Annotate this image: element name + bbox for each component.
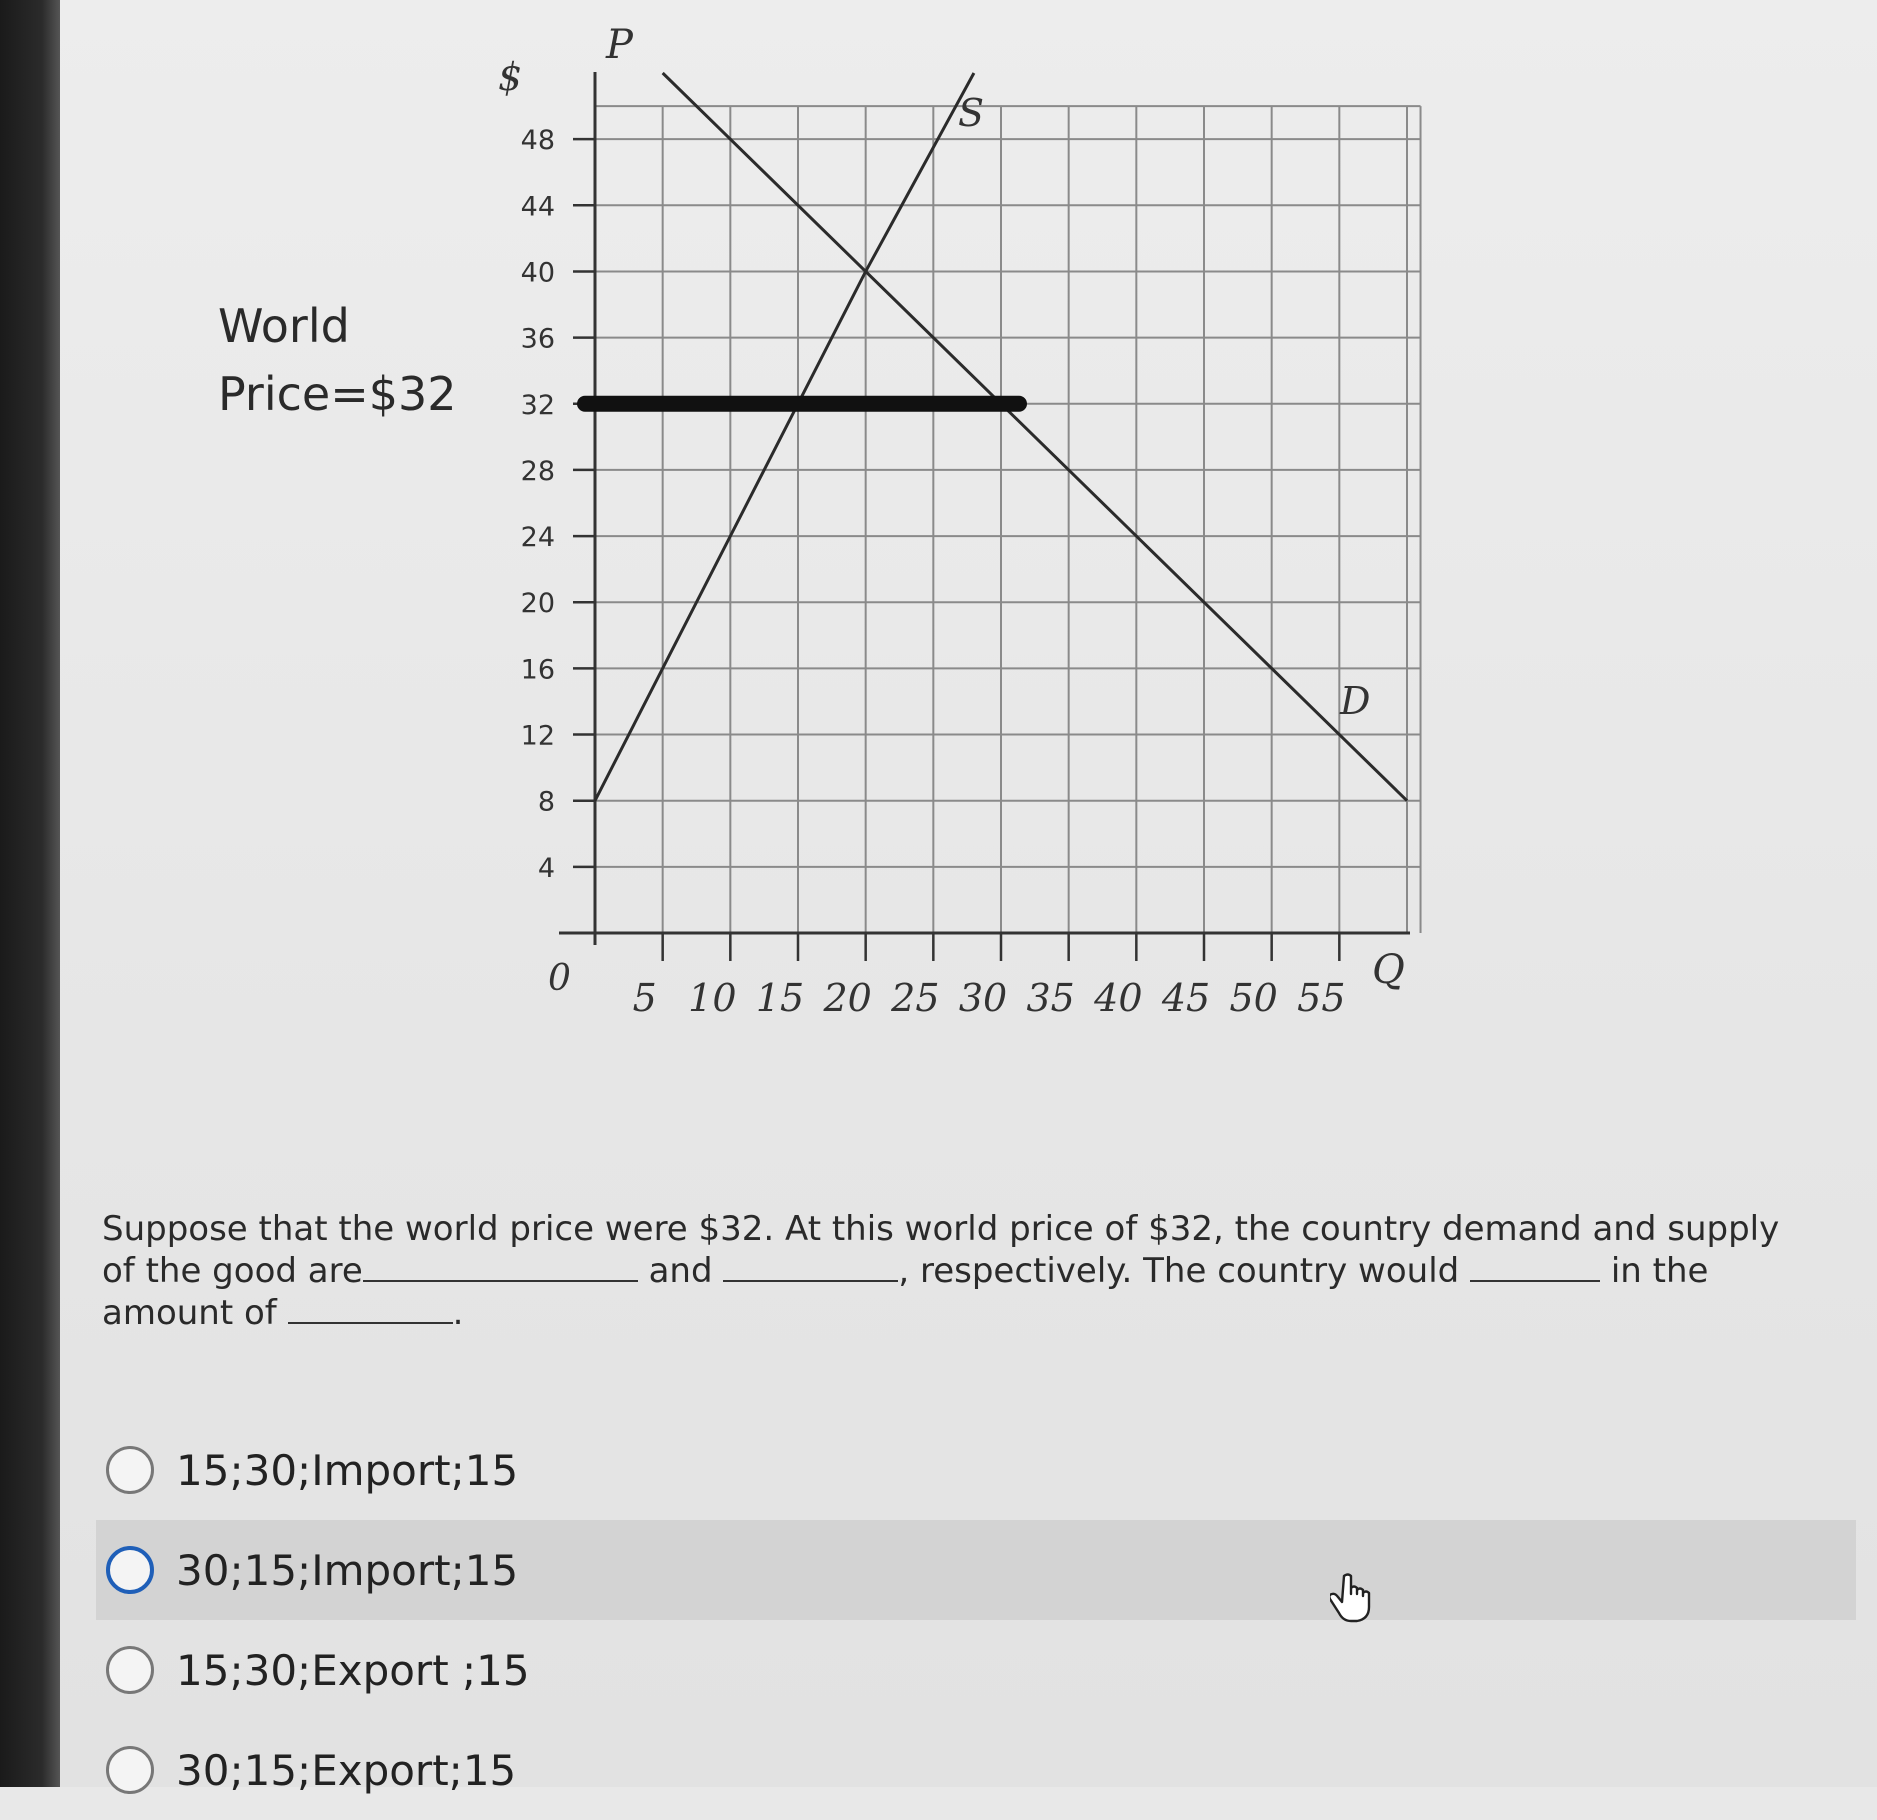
- series-label-s: S: [958, 91, 985, 135]
- x-tick-label: 30: [958, 976, 1008, 1020]
- y-tick-label: 48: [520, 125, 555, 157]
- option-2[interactable]: [96, 1520, 1856, 1620]
- x-tick-label: 45: [1161, 976, 1211, 1020]
- x-tick-label: 55: [1297, 976, 1346, 1020]
- y-tick-label: 8: [537, 786, 555, 818]
- option-label: 30;15;Import;15: [176, 1545, 519, 1595]
- y-axis-unit: $: [498, 55, 523, 99]
- y-tick-label: 24: [520, 522, 555, 554]
- option-label: 15;30;Import;15: [176, 1445, 519, 1495]
- radio-button[interactable]: [106, 1546, 154, 1594]
- x-tick-label: 20: [823, 976, 872, 1020]
- option-4[interactable]: [96, 1720, 1856, 1820]
- y-tick-label: 16: [520, 654, 555, 686]
- y-tick-label: 20: [520, 588, 555, 620]
- y-tick-label: 40: [520, 257, 555, 289]
- answer-blank-3: [1470, 1250, 1600, 1282]
- y-tick-label: 4: [537, 852, 555, 884]
- question-part-2: and: [648, 1251, 713, 1291]
- question-text: [102, 1208, 1822, 1334]
- chart-labels: [498, 22, 1405, 1020]
- question-part-4: in the amount of: [102, 1251, 1709, 1333]
- y-tick-label: 32: [520, 389, 555, 421]
- option-1[interactable]: [96, 1420, 1856, 1520]
- answer-options: [96, 1420, 1856, 1820]
- x-tick-label: 10: [688, 976, 737, 1020]
- x-tick-label: 40: [1094, 976, 1143, 1020]
- world-price-line-1: World: [218, 299, 350, 353]
- y-axis-title: P: [606, 22, 633, 68]
- y-tick-label: 28: [520, 455, 555, 487]
- x-tick-label: 25: [891, 976, 940, 1020]
- x-tick-label: 15: [755, 976, 805, 1020]
- question-part-1: Suppose that the world price were $32. At this world price of $32, the country demand and supply of the good are: [102, 1209, 1780, 1291]
- y-tick-label: 36: [520, 323, 555, 355]
- series-label-d: D: [1340, 679, 1371, 723]
- world-price-line-2: Price=$32: [218, 367, 457, 421]
- hand-cursor-icon: [1330, 1572, 1374, 1624]
- answer-blank-2: [723, 1250, 898, 1282]
- radio-button[interactable]: [106, 1646, 154, 1694]
- chart-marks: [585, 73, 1407, 801]
- answer-blank-1: [363, 1250, 638, 1282]
- series-line-s: [595, 73, 974, 801]
- x-tick-label: 50: [1229, 976, 1278, 1020]
- radio-button[interactable]: [106, 1446, 154, 1494]
- y-tick-label: 44: [520, 191, 555, 223]
- x-axis-title: Q: [1372, 947, 1405, 993]
- answer-blank-4: [288, 1292, 453, 1324]
- x-tick-label: 5: [632, 976, 657, 1020]
- option-label: 15;30;Export ;15: [176, 1645, 530, 1695]
- origin-label: 0: [548, 958, 571, 999]
- question-part-3: , respectively. The country would: [898, 1251, 1460, 1291]
- option-label: 30;15;Export;15: [176, 1745, 517, 1795]
- x-tick-label: 35: [1026, 976, 1075, 1020]
- option-3[interactable]: [96, 1620, 1856, 1720]
- y-tick-label: 12: [520, 720, 555, 752]
- series-line-d: [663, 73, 1407, 801]
- question-part-5: .: [452, 1293, 464, 1333]
- chart-grid: [595, 106, 1421, 933]
